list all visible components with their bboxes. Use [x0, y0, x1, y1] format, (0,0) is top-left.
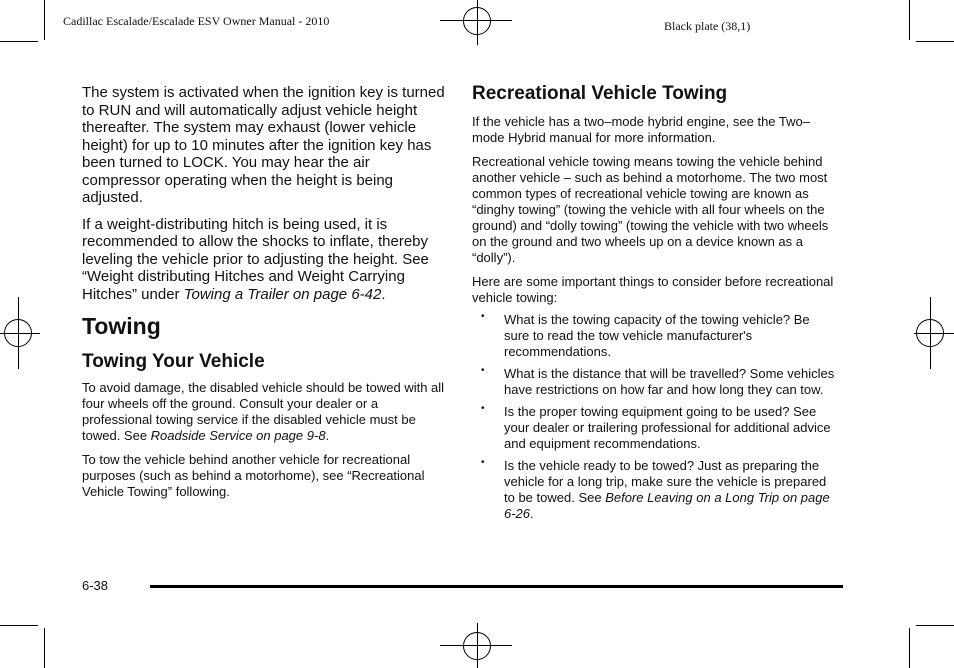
disabled-vehicle-paragraph: To avoid damage, the disabled vehicle should be towed with all four wheels off the ground. Consult your dealer or a professional towing service if the disabled vehicle must be towed. See Roadside Service on page 9-8.	[82, 380, 445, 443]
crop-mark-bottom-left-v	[44, 628, 45, 668]
crop-mark-bottom-left-h	[0, 625, 38, 626]
right-column	[472, 82, 838, 528]
height-system-paragraph: The system is activated when the ignition key is turned to RUN and will automatically adjust vehicle height thereafter. The system may exhaust (lower vehicle height) for up to 10 minutes after the ignition key has been turned to LOCK. You may hear the air compressor operating when the height is being adjusted.	[82, 84, 445, 206]
section-title-towing: Towing	[82, 313, 161, 339]
section-title-recreational-towing: Recreational Vehicle Towing	[472, 83, 728, 104]
subsection-title-towing-your-vehicle: Towing Your Vehicle	[82, 351, 265, 372]
footer-rule	[150, 585, 843, 588]
long-trip-link[interactable]: Before Leaving on a Long Trip on page 6-26	[504, 490, 830, 521]
list-item: • What is the towing capacity of the towing vehicle? Be sure to read the tow vehicle manufacturer's recommendations.	[481, 311, 810, 359]
bullet-icon: •	[481, 365, 485, 376]
crop-mark-bottom-right-v	[909, 628, 910, 668]
bullet-icon: •	[481, 311, 485, 322]
crop-mark-top-right-v	[909, 0, 910, 40]
crop-mark-top-left-v	[44, 0, 45, 40]
list-item: • Is the vehicle ready to be towed? Just as preparing the vehicle for a long trip, make sure the vehicle is prepared to be towed. See Before Leaving on a Long Trip on page 6-26.	[481, 457, 830, 521]
left-column	[82, 84, 446, 508]
manual-title: Cadillac Escalade/Escalade ESV Owner Manual - 2010	[63, 14, 330, 28]
plate-label: Black plate (38,1)	[664, 19, 751, 33]
list-item: • Is the proper towing equipment going to be used? See your dealer or trailering professional for additional advice and equipment recommendations.	[481, 403, 831, 451]
crop-mark-bottom-right-h	[916, 625, 954, 626]
bullet-icon: •	[481, 403, 485, 414]
crop-mark-top-left-h	[0, 41, 38, 42]
recreational-tow-paragraph: To tow the vehicle behind another vehicle for recreational purposes (such as behind a motorhome), see “Recreational Vehicle Towing” following.	[82, 452, 425, 499]
roadside-service-link[interactable]: Roadside Service on page 9-8	[150, 428, 326, 443]
towing-trailer-link[interactable]: Towing a Trailer on page 6-42	[183, 285, 382, 303]
page-number: 6-38	[82, 578, 109, 593]
crop-mark-top-right-h	[916, 41, 954, 42]
hybrid-paragraph: If the vehicle has a two–mode hybrid engine, see the Two–mode Hybrid manual for more information.	[472, 114, 810, 145]
considerations-intro: Here are some important things to consider before recreational vehicle towing:	[472, 274, 834, 305]
weight-hitch-paragraph: If a weight-distributing hitch is being used, it is recommended to allow the shocks to inflate, thereby leveling the vehicle prior to adjusting the height. See “Weight distributing Hitches and Weight Carrying Hitches” under Towing a Trailer on page 6-42.	[82, 215, 429, 303]
towing-definition-paragraph: Recreational vehicle towing means towing the vehicle behind another vehicle – such as behind a motorhome. The two most common types of recreational vehicle towing are known as “dinghy towing” (towing the vehicle with all four wheels on the ground) and “dolly towing” (towing the vehicle with two wheels on the ground and two wheels up on a device known as a “dolly”).	[472, 154, 829, 265]
bullet-icon: •	[481, 457, 485, 468]
considerations-list	[472, 312, 838, 522]
weight-hitch-text: If a weight-distributing hitch is being used, it is recommended to allow the shocks to inflate, thereby leveling the vehicle prior to adjusting the height. See “Weight distributing Hitches and Weight Carrying Hitches” under	[82, 215, 429, 303]
list-item: • What is the distance that will be travelled? Some vehicles have restrictions on how far and how long they can tow.	[481, 365, 835, 397]
